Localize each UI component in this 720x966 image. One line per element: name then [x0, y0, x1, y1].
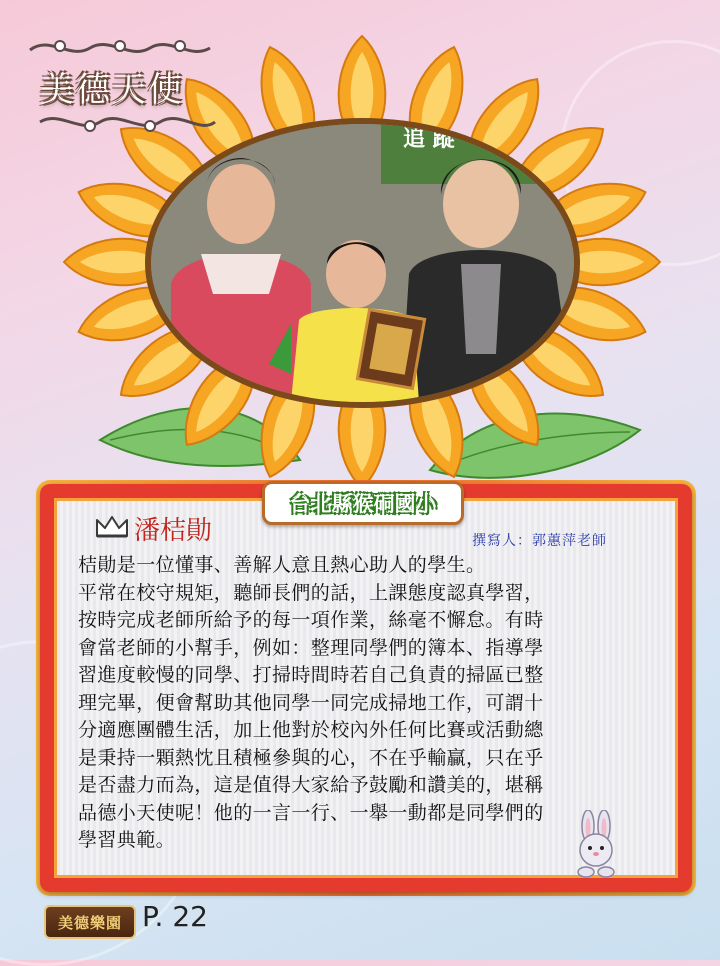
body-line: 會當老師的小幫手，例如：整理同學們的簿本、指導學 [78, 636, 544, 659]
photo-banner-text: 追 蹤 [403, 127, 455, 152]
footer-badge-label: 美德樂園 [57, 913, 122, 932]
crown-icon [94, 514, 130, 540]
photo-illustration [151, 124, 574, 402]
body-line: 平常在校守規矩，聽師長們的話，上課態度認真學習， [78, 581, 544, 604]
page-number: P. 22 [142, 900, 208, 933]
body-line: 理完畢，便會幫助其他同學一同完成掃地工作，可謂十 [78, 691, 544, 714]
student-name: 潘桔勛 [134, 516, 213, 546]
body-line: 是否盡力而為，這是值得大家給予鼓勵和讚美的，堪稱 [78, 774, 544, 796]
body-line: 桔勛是一位懂事、善解人意且熱心助人的學生。 [78, 554, 486, 576]
school-name: 台北縣猴硐國小 [289, 491, 437, 516]
award-photo [145, 118, 580, 408]
body-line: 按時完成老師所給予的每一項作業，絲毫不懈怠。有時 [78, 609, 544, 631]
author-credit: 撰寫人：郭蕙萍老師 [472, 533, 607, 549]
page-title: 美德天使 [40, 70, 184, 110]
footer-badge [44, 905, 136, 939]
body-line: 分適應團體生活，加上他對於校內外任何比賽或活動總 [78, 719, 544, 741]
body-line: 是秉持一顆熱忱且積極參與的心，不在乎輸贏，只在乎 [78, 746, 544, 769]
body-line: 品德小天使呢！他的一言一行、一舉一動都是同學們的 [78, 801, 544, 824]
body-line: 習進度較慢的同學、打掃時間時若自己負責的掃區已整 [78, 664, 544, 686]
body-line: 學習典範。 [78, 829, 176, 851]
school-tag [262, 481, 464, 525]
bunny-icon [568, 810, 624, 878]
